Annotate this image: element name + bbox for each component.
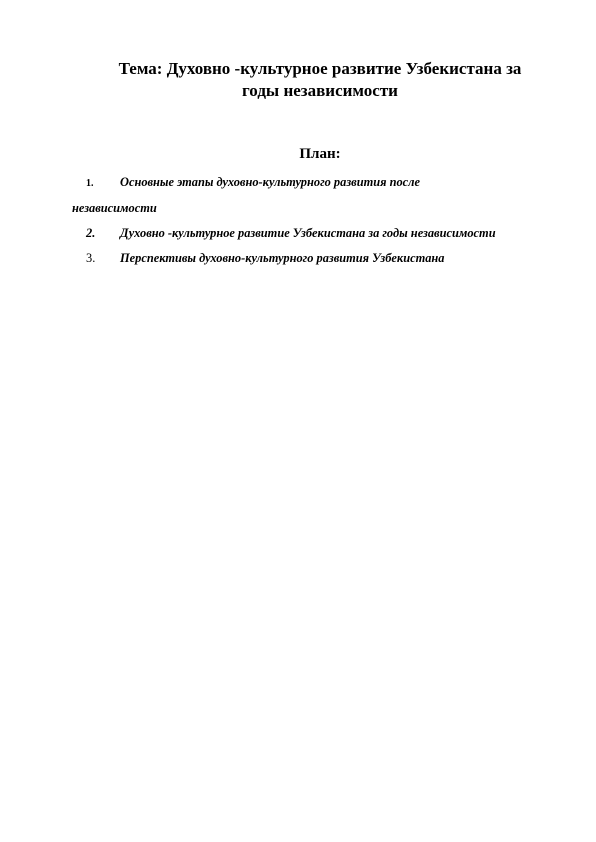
title-line-2: годы независимости	[242, 81, 398, 100]
plan-item-text-continued: независимости	[72, 201, 157, 215]
plan-heading: План:	[299, 146, 341, 162]
plan-item-text: Основные этапы духовно-культурного развития после	[120, 175, 421, 189]
plan-item-number: 1.	[86, 178, 94, 189]
plan-item-number: 3.	[86, 251, 96, 265]
plan-item-number: 2.	[86, 226, 96, 240]
title-line-1: Тема: Духовно -культурное развитие Узбекистана за	[118, 59, 522, 78]
document-title	[70, 58, 570, 102]
plan-item-3	[86, 246, 566, 271]
plan-item-1-continuation	[72, 196, 566, 221]
plan-item-1	[86, 170, 566, 196]
plan-item-2	[86, 221, 566, 246]
plan-item-text: Духовно -культурное развитие Узбекистана за годы независимости	[120, 226, 496, 240]
plan-list	[72, 170, 566, 271]
plan-item-text: Перспективы духовно-культурного развития Узбекистана	[120, 251, 445, 265]
